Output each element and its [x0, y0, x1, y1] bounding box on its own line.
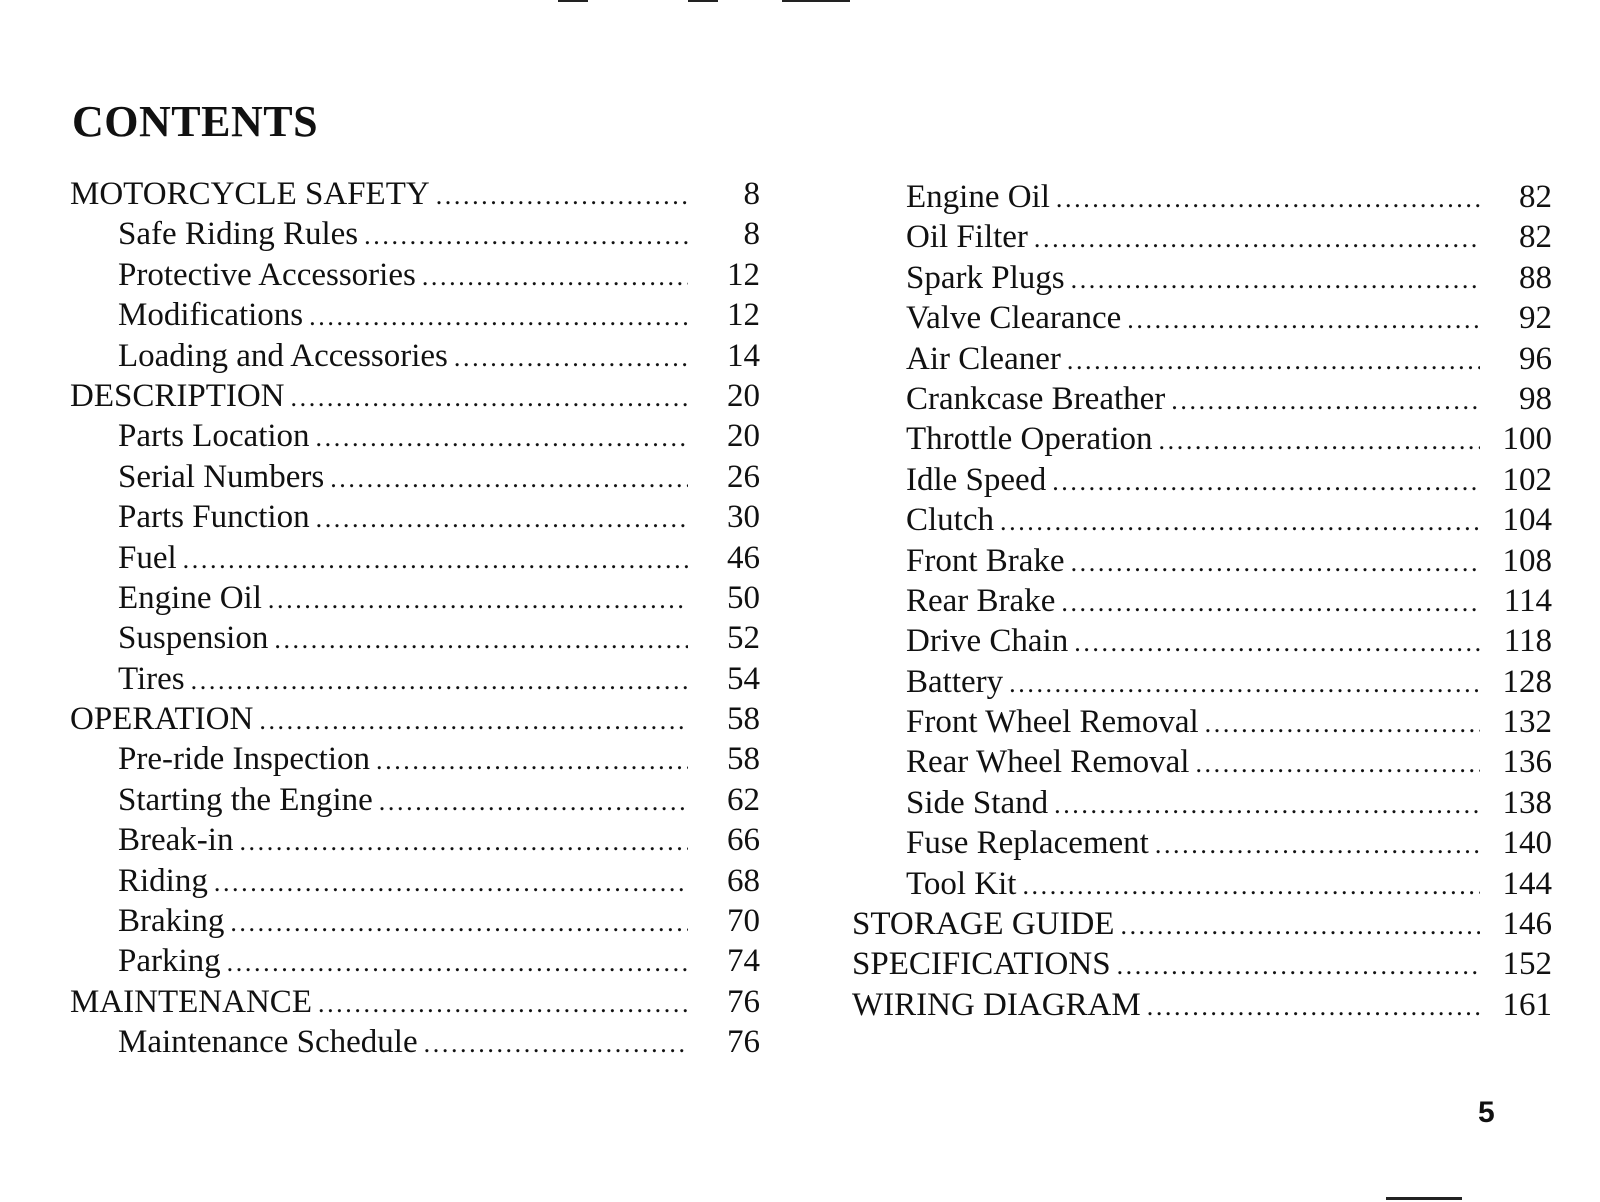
toc-entry-page: 104 [1502, 502, 1552, 539]
toc-subentry [852, 339, 1552, 379]
dot-leader [1071, 260, 1480, 300]
toc-subentry [852, 419, 1552, 459]
toc-entry-page: 58 [727, 701, 760, 738]
toc-section-entry [852, 904, 1552, 944]
dot-leader [291, 378, 688, 418]
toc-right-column [852, 177, 1552, 1025]
toc-subentry [852, 662, 1552, 702]
toc-entry-label: Tool Kit [906, 865, 1017, 902]
toc-section-entry [70, 376, 760, 416]
toc-entry-page: 8 [743, 216, 760, 253]
dot-leader [259, 701, 688, 741]
dot-leader [422, 257, 688, 297]
toc-subentry [70, 861, 760, 901]
dot-leader [376, 741, 688, 781]
toc-entry-label: Oil Filter [906, 219, 1028, 256]
toc-entry-label: Riding [118, 862, 208, 899]
toc-entry-page: 114 [1503, 582, 1552, 619]
toc-entry-label: Battery [906, 663, 1004, 700]
dot-leader [1052, 462, 1480, 502]
dot-leader [318, 984, 688, 1024]
toc-subentry [852, 823, 1552, 863]
toc-entry-label: Parts Location [118, 418, 310, 455]
toc-entry-label: Break-in [118, 822, 234, 859]
toc-entry-page: 82 [1519, 179, 1552, 215]
toc-subentry [70, 336, 760, 376]
toc-entry-label: Suspension [118, 620, 269, 657]
toc-subentry [852, 783, 1552, 823]
toc-entry-page: 70 [727, 903, 760, 940]
toc-entry-label: Crankcase Breather [906, 380, 1166, 417]
toc-entry-label: Safe Riding Rules [118, 216, 359, 253]
toc-entry-page: 14 [727, 337, 760, 374]
toc-entry-page: 161 [1502, 986, 1552, 1023]
dot-leader [1054, 785, 1480, 825]
dot-leader [1159, 421, 1480, 461]
dot-leader [1061, 583, 1480, 623]
toc-entry-page: 12 [727, 297, 760, 334]
toc-entry-label: Starting the Engine [118, 781, 373, 818]
toc-subentry [852, 298, 1552, 338]
toc-subentry [852, 541, 1552, 581]
toc-entry-label: Maintenance Schedule [118, 1024, 418, 1061]
dot-leader [436, 176, 688, 216]
toc-section-entry [70, 174, 760, 214]
toc-entry-page: 76 [727, 1024, 760, 1061]
toc-subentry [852, 500, 1552, 540]
toc-entry-label: Clutch [906, 502, 994, 539]
dot-leader [364, 216, 688, 256]
dot-leader [1147, 987, 1480, 1027]
dot-leader [309, 297, 688, 337]
toc-entry-page: 88 [1519, 259, 1552, 296]
toc-entry-label: Spark Plugs [906, 259, 1065, 296]
dot-leader [379, 782, 688, 822]
toc-entry-page: 12 [727, 256, 760, 293]
toc-subentry [70, 739, 760, 779]
toc-entry-page: 146 [1502, 906, 1552, 943]
toc-entry-label: STORAGE GUIDE [852, 906, 1115, 943]
toc-entry-label: Valve Clearance [906, 300, 1122, 337]
toc-subentry [70, 457, 760, 497]
toc-entry-label: Loading and Accessories [118, 337, 448, 374]
toc-left-column [70, 174, 760, 1063]
toc-entry-page: 68 [727, 862, 760, 899]
toc-subentry [852, 742, 1552, 782]
toc-entry-page: 52 [727, 620, 760, 657]
toc-entry-page: 74 [727, 943, 760, 980]
toc-entry-label: Protective Accessories [118, 256, 416, 293]
toc-entry-label: WIRING DIAGRAM [852, 986, 1141, 1023]
toc-entry-label: Fuse Replacement [906, 825, 1149, 862]
dot-leader [454, 338, 688, 378]
toc-entry-page: 82 [1519, 219, 1552, 256]
toc-entry-label: OPERATION [70, 701, 254, 738]
dot-leader [1071, 543, 1480, 583]
dot-leader [227, 943, 688, 983]
toc-entry-label: Pre-ride Inspection [118, 741, 370, 778]
toc-entry-label: Side Stand [906, 784, 1049, 821]
toc-entry-page: 140 [1502, 825, 1552, 862]
dot-leader [1120, 906, 1480, 946]
toc-section-entry [852, 985, 1552, 1025]
toc-subentry [70, 618, 760, 658]
toc-subentry [852, 217, 1552, 257]
dot-leader [1000, 502, 1480, 542]
toc-entry-page: 108 [1502, 542, 1552, 579]
dot-leader [424, 1024, 688, 1064]
dot-leader [316, 418, 688, 458]
dot-leader [1022, 866, 1480, 906]
toc-entry-label: Idle Speed [906, 461, 1047, 498]
toc-entry-page: 92 [1519, 300, 1552, 337]
toc-entry-page: 20 [727, 418, 760, 455]
toc-subentry [70, 538, 760, 578]
toc-subentry [70, 901, 760, 941]
toc-entry-label: MOTORCYCLE SAFETY [70, 176, 430, 212]
toc-subentry [852, 258, 1552, 298]
toc-entry-page: 58 [727, 741, 760, 778]
crop-mark [688, 0, 718, 2]
toc-subentry [70, 578, 760, 618]
toc-entry-label: Air Cleaner [906, 340, 1061, 377]
dot-leader [1171, 381, 1480, 421]
toc-entry-page: 152 [1502, 946, 1552, 983]
toc-entry-label: Front Wheel Removal [906, 704, 1199, 741]
toc-subentry [70, 416, 760, 456]
toc-entry-label: Drive Chain [906, 623, 1069, 660]
toc-entry-label: Modifications [118, 297, 304, 334]
toc-entry-page: 138 [1502, 784, 1552, 821]
toc-subentry [852, 581, 1552, 621]
dot-leader [183, 540, 688, 580]
toc-subentry [852, 460, 1552, 500]
toc-entry-page: 76 [727, 983, 760, 1020]
toc-entry-page: 118 [1503, 623, 1552, 660]
toc-subentry [852, 177, 1552, 217]
toc-entry-page: 8 [743, 176, 760, 212]
toc-entry-page: 100 [1502, 421, 1552, 458]
page-title: CONTENTS [72, 97, 319, 146]
toc-entry-label: SPECIFICATIONS [852, 946, 1111, 983]
toc-entry-page: 132 [1502, 704, 1552, 741]
toc-entry-label: DESCRIPTION [70, 377, 285, 414]
toc-entry-label: Parking [118, 943, 221, 980]
dot-leader [268, 580, 688, 620]
dot-leader [1195, 744, 1480, 784]
toc-entry-page: 96 [1519, 340, 1552, 377]
dot-leader [330, 459, 688, 499]
toc-entry-page: 62 [727, 781, 760, 818]
toc-subentry [70, 941, 760, 981]
toc-section-entry [852, 944, 1552, 984]
toc-entry-page: 98 [1519, 380, 1552, 417]
dot-leader [1034, 219, 1480, 259]
toc-subentry [852, 379, 1552, 419]
toc-subentry [70, 780, 760, 820]
toc-subentry [852, 702, 1552, 742]
dot-leader [1117, 946, 1480, 986]
toc-entry-label: Rear Brake [906, 582, 1056, 619]
dot-leader [230, 903, 688, 943]
dot-leader [1056, 179, 1480, 219]
dot-leader [1155, 825, 1480, 865]
dot-leader [214, 863, 688, 903]
dot-leader [274, 620, 688, 660]
toc-subentry [852, 621, 1552, 661]
toc-entry-page: 102 [1502, 461, 1552, 498]
toc-subentry [70, 255, 760, 295]
toc-entry-label: Tires [118, 660, 185, 697]
toc-entry-label: Rear Wheel Removal [906, 744, 1190, 781]
dot-leader [1074, 623, 1480, 663]
toc-entry-label: Braking [118, 903, 225, 940]
toc-entry-page: 128 [1502, 663, 1552, 700]
toc-entry-label: MAINTENANCE [70, 983, 312, 1020]
toc-entry-label: Throttle Operation [906, 421, 1153, 458]
toc-subentry [70, 214, 760, 254]
dot-leader [1205, 704, 1480, 744]
toc-subentry [70, 1022, 760, 1062]
toc-subentry [70, 497, 760, 537]
dot-leader [1009, 664, 1480, 704]
toc-entry-label: Engine Oil [906, 179, 1050, 215]
page-number: 5 [1478, 1096, 1495, 1129]
toc-section-entry [70, 982, 760, 1022]
toc-entry-label: Serial Numbers [118, 458, 325, 495]
dot-leader [1067, 341, 1480, 381]
toc-subentry [70, 295, 760, 335]
crop-mark [1386, 1197, 1462, 1200]
dot-leader [191, 661, 688, 701]
dot-leader [316, 499, 688, 539]
toc-entry-label: Front Brake [906, 542, 1065, 579]
toc-entry-page: 144 [1502, 865, 1552, 902]
toc-entry-page: 26 [727, 458, 760, 495]
crop-mark [558, 0, 588, 2]
toc-entry-label: Fuel [118, 539, 177, 576]
toc-entry-page: 54 [727, 660, 760, 697]
toc-subentry [852, 864, 1552, 904]
toc-subentry [70, 659, 760, 699]
toc-entry-page: 50 [727, 579, 760, 616]
toc-entry-page: 30 [727, 499, 760, 536]
toc-subentry [70, 820, 760, 860]
toc-entry-label: Engine Oil [118, 579, 262, 616]
toc-section-entry [70, 699, 760, 739]
toc-entry-page: 136 [1502, 744, 1552, 781]
crop-mark [782, 0, 850, 2]
dot-leader [239, 822, 688, 862]
toc-entry-page: 66 [727, 822, 760, 859]
dot-leader [1127, 300, 1480, 340]
toc-entry-label: Parts Function [118, 499, 310, 536]
toc-entry-page: 46 [727, 539, 760, 576]
toc-entry-page: 20 [727, 377, 760, 414]
